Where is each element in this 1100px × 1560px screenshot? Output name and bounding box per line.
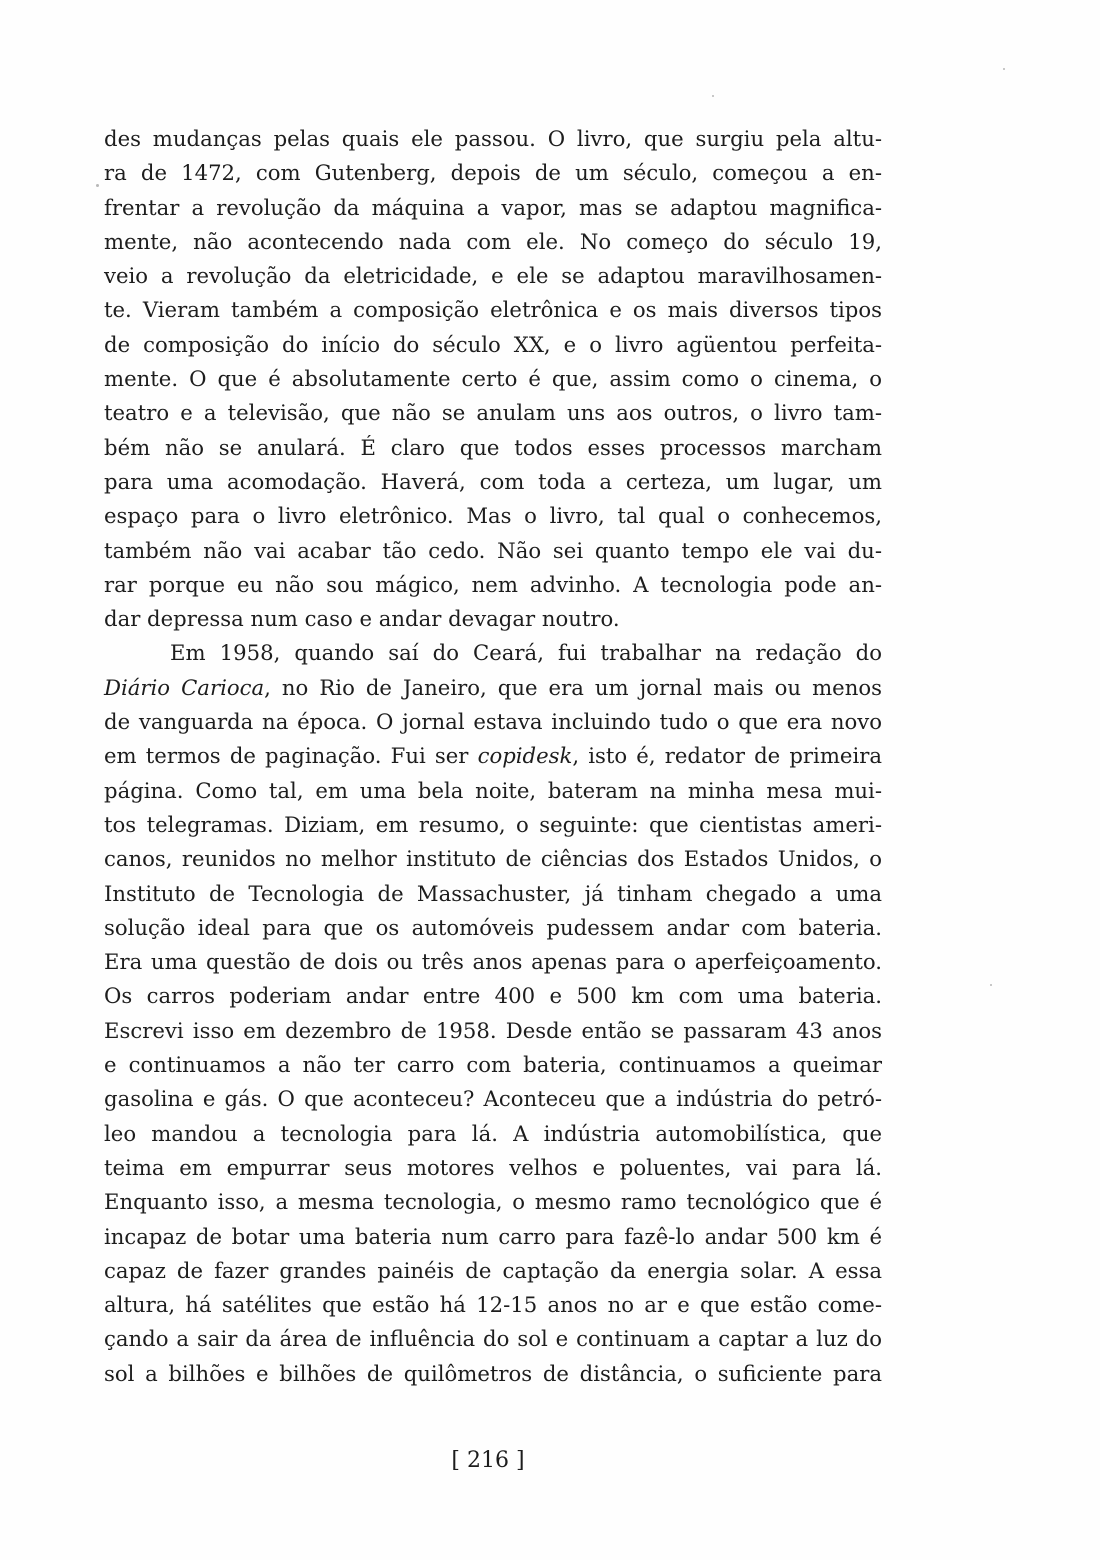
text-line: Enquanto isso, a mesma tecnologia, o mesmo ramo tecnológico que é: [104, 1189, 882, 1215]
text-line: capaz de fazer grandes painéis de captação da energia solar. A essa: [104, 1257, 882, 1283]
text-line: çando a sair da área de influência do sol e continuam a captar a luz do: [104, 1326, 882, 1352]
text-line: des mudanças pelas quais ele passou. O livro, que surgiu pela altu-: [104, 126, 882, 151]
paragraph-2: [104, 636, 882, 1391]
text-line: mente, não acontecendo nada com ele. No começo do século 19,: [104, 228, 882, 254]
text-line: ra de 1472, com Gutenberg, depois de um século, começou a en-: [104, 160, 882, 186]
text-line: bém não se anulará. É claro que todos esses processos marcham: [104, 434, 882, 460]
paragraph-1: [104, 122, 882, 636]
scan-speck: [712, 95, 714, 97]
text-line: frentar a revolução da máquina a vapor, mas se adaptou magnifica-: [104, 194, 882, 220]
text-line: Era uma questão de dois ou três anos apenas para o aperfeiçoamento.: [104, 949, 882, 975]
text-line: solução ideal para que os automóveis pudessem andar com bateria.: [104, 914, 882, 940]
text-line: para uma acomodação. Haverá, com toda a certeza, um lugar, um: [104, 468, 882, 494]
text-line: Instituto de Tecnologia de Massachuster, já tinham chegado a uma: [104, 880, 882, 906]
text-segment: , no Rio de Janeiro, que era um jornal mais ou menos: [264, 674, 882, 700]
text-line: incapaz de botar uma bateria num carro para fazê-lo andar 500 km é: [104, 1223, 882, 1249]
text-line: canos, reunidos no melhor instituto de ciências dos Estados Unidos, o: [104, 846, 882, 872]
text-segment: em termos de paginação. Fui ser: [104, 743, 478, 769]
text-line: veio a revolução da eletricidade, e ele se adaptou maravilhosamen-: [104, 263, 882, 289]
text-line: também não vai acabar tão cedo. Não sei quanto tempo ele vai du-: [104, 537, 882, 563]
text-line: de composição do início do século XX, e o livro agüentou perfeita-: [104, 331, 882, 357]
scan-speck: [96, 184, 99, 187]
text-segment: , isto é, redator de primeira: [572, 743, 882, 769]
text-line: teima em empurrar seus motores velhos e poluentes, vai para lá.: [104, 1154, 882, 1180]
text-line: e continuamos a não ter carro com bateria, continuamos a queimar: [104, 1052, 882, 1078]
text-line: espaço para o livro eletrônico. Mas o livro, tal qual o conhecemos,: [104, 503, 882, 529]
page-number: [ 216 ]: [451, 1448, 525, 1473]
italic-term: copidesk: [477, 743, 573, 769]
text-line: mente. O que é absolutamente certo é que, assim como o cinema, o: [104, 366, 882, 392]
text-line: tos telegramas. Diziam, em resumo, o seguinte: que cientistas ameri-: [104, 811, 882, 837]
text-line: te. Vieram também a composição eletrônica e os mais diversos tipos: [104, 297, 882, 323]
text-line: gasolina e gás. O que aconteceu? Aconteceu que a indústria do petró-: [104, 1086, 882, 1112]
text-line: altura, há satélites que estão há 12-15 anos no ar e que estão come-: [104, 1292, 882, 1318]
text-line: [104, 671, 882, 705]
text-line: leo mandou a tecnologia para lá. A indústria automobilística, que: [104, 1120, 882, 1146]
text-line: de vanguarda na época. O jornal estava incluindo tudo o que era novo: [104, 709, 882, 735]
newspaper-name: Diário Carioca: [104, 674, 265, 700]
scan-speck: [1003, 68, 1005, 70]
scan-speck: [990, 984, 992, 986]
text-line: teatro e a televisão, que não se anulam uns aos outros, o livro tam-: [104, 400, 882, 426]
text-line: dar depressa num caso e andar devagar noutro.: [104, 606, 620, 632]
text-line: página. Como tal, em uma bela noite, bateram na minha mesa mui-: [104, 777, 882, 803]
text-line: Escrevi isso em dezembro de 1958. Desde então se passaram 43 anos: [104, 1017, 882, 1043]
body-text: [104, 122, 882, 1391]
text-line: rar porque eu não sou mágico, nem advinho. A tecnologia pode an-: [104, 571, 882, 597]
text-line: Os carros poderiam andar entre 400 e 500 km com uma bateria.: [104, 983, 882, 1009]
text-line: [104, 739, 882, 773]
text-line: sol a bilhões e bilhões de quilômetros de distância, o suficiente para: [104, 1360, 882, 1386]
text-line: Em 1958, quando saí do Ceará, fui trabalhar na redação do: [170, 640, 882, 666]
